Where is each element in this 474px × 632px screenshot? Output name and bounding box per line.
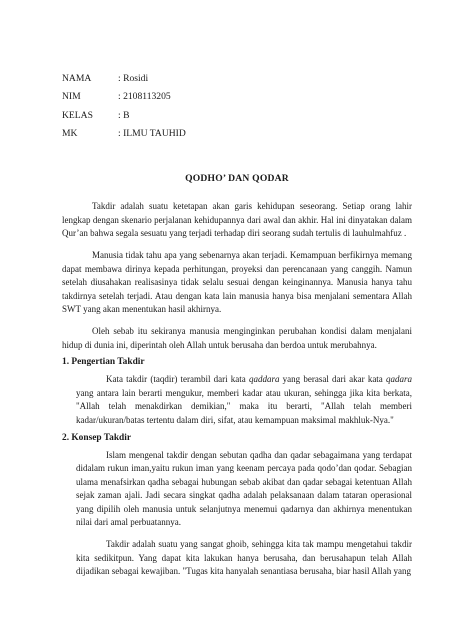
info-label: NIM — [62, 91, 81, 103]
section-2-paragraph-1: Islam mengenal takdir dengan sebutan qadha dan qadar sebagaimana yang terdapat didalam rukun iman,yaitu rukun iman yang keenam percaya pada qodo’dan qodar. Sebagian ulama menafsirkan qadha sebagai hubungan sebab akibat dan qadar sebagai ketentuan Allah sejak zaman ajali. Jadi secara singkat qadha adalah pelaksanaan dalam tataran operasional yang dipilih oleh manusia untuk selanjutnya menemui qadarnya dan akhirnya menentukan nilai dari amal perbuatannya. — [76, 449, 412, 528]
student-info — [62, 70, 412, 143]
document-title: QODHO’ DAN QODAR — [185, 173, 289, 185]
text-run: yang berasal dari akar kata — [279, 374, 386, 385]
section-heading-1: 1. Pengertian Takdir — [62, 357, 145, 368]
intro-paragraph-3: Oleh sebab itu sekiranya manusia menginginkan perubahan kondisi dalam menjalani hidup di dunia ini, diperintah oleh Allah untuk berusaha dan berdoa untuk merubahnya. — [62, 325, 412, 350]
info-value: : Rosidi — [118, 73, 149, 84]
info-label: KELAS — [62, 109, 93, 121]
info-row-name — [62, 70, 412, 88]
intro-paragraph-1: Takdir adalah suatu ketetapan akan garis kehidupan seseorang. Setiap orang lahir lengkap dengan skenario perjalanan kehidupannya dari awal dan akhir. Hal ini dinyatakan dalam Qur’an bahwa segala sesuatu yang terjadi terhadap diri seorang sudah tertulis di lauhulmahfuz . — [62, 201, 412, 239]
italic-term: qaddara — [248, 374, 280, 385]
info-label: NAMA — [62, 73, 92, 84]
info-label: MK — [62, 127, 78, 139]
section-heading-2: 2. Konsep Takdir — [62, 432, 132, 443]
section-2-paragraph-2: Takdir adalah suatu yang sangat ghoib, sehingga kita tak mampu mengetahui takdir kita sedikitpun. Yang dapat kita lakukan hanya berusaha, dan berusahapun telah Allah dijadikan sebagai kewajiban. "Tugas kita hanyalah senantiasa berusaha, biar hasil Allah yang — [76, 539, 412, 577]
info-value: : ILMU TAUHID — [118, 127, 186, 139]
info-value: : 2108113205 — [118, 91, 171, 103]
info-row-course — [62, 125, 412, 143]
italic-term: qadara — [385, 374, 412, 385]
info-row-nim — [62, 88, 412, 106]
info-value: : B — [118, 109, 130, 121]
section-1-paragraph — [62, 373, 412, 427]
intro-paragraph-2: Manusia tidak tahu apa yang sebenarnya akan terjadi. Kemampuan berfikirnya memang dapat membawa dirinya kepada perhitungan, proyeksi dan perencanaan yang canggih. Namun setelah diusahakan realisasinya tidak selalu sesuai dengan keinginannya. Manusia hanya tahu takdirnya setelah terjadi. Atau dengan kata lain manusia hanya bisa menjalani sementara Allah SWT yang akan menentukan hasil akhirnya. — [62, 249, 412, 315]
text-run: yang antara lain berarti mengukur, memberi kadar atau ukuran, sehingga jika kita berkata, "Allah telah menakdirkan demikian," maka itu berarti, "Allah telah memberi kadar/ukuran/batas tertentu dalam diri, sifat, atau kemampuan maksimal makhluk-Nya." — [76, 387, 412, 425]
text-run: Kata takdir (taqdir) terambil dari kata — [106, 374, 249, 385]
info-row-class — [62, 107, 412, 125]
